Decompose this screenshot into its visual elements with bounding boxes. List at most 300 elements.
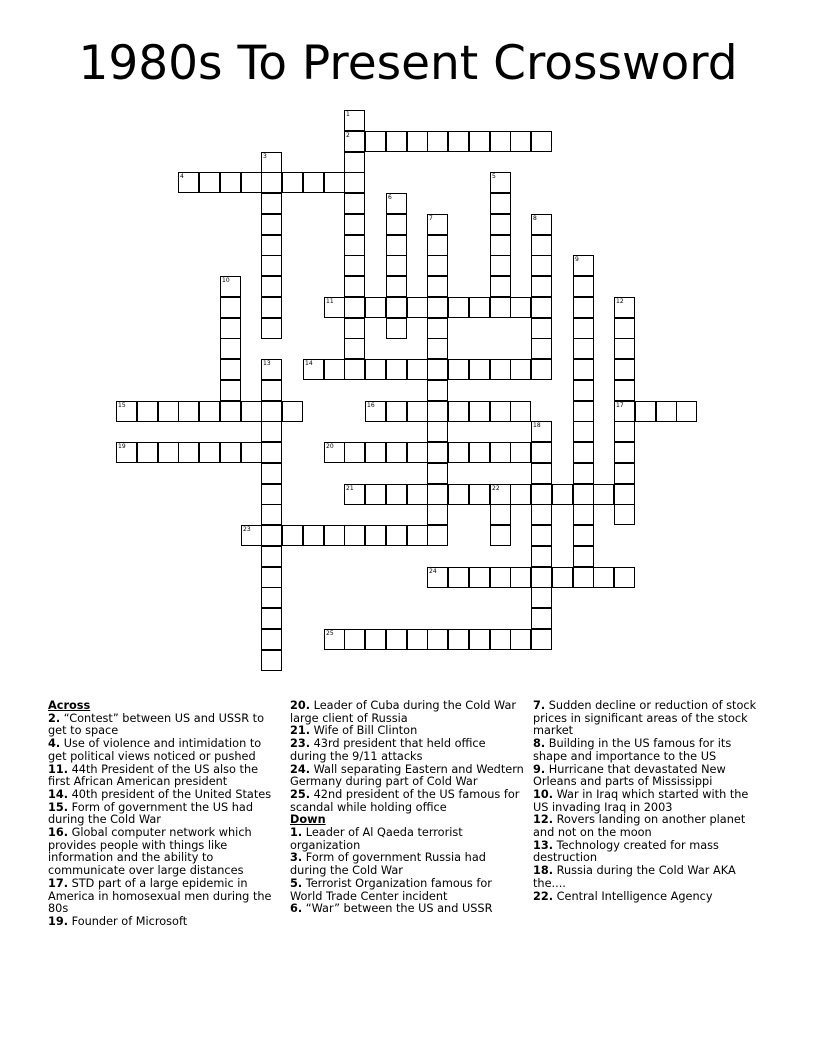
grid-cell[interactable] xyxy=(261,235,282,256)
grid-cell[interactable] xyxy=(261,359,282,380)
grid-cell[interactable] xyxy=(261,297,282,318)
grid-cell[interactable] xyxy=(510,629,531,650)
clue-item xyxy=(533,865,759,890)
grid-cell[interactable] xyxy=(490,629,511,650)
clue-number: 21 xyxy=(346,485,354,492)
grid-cell[interactable] xyxy=(469,629,490,650)
grid-cell[interactable] xyxy=(261,608,282,629)
grid-cell[interactable] xyxy=(531,318,552,339)
grid-cell[interactable] xyxy=(386,525,407,546)
grid-cell[interactable] xyxy=(573,255,594,276)
clue-text: War in Iraq which started with the US invading Iraq in 2003 xyxy=(533,787,749,814)
grid-cell[interactable] xyxy=(116,401,137,422)
clues-column-3 xyxy=(533,700,759,903)
grid-cell[interactable] xyxy=(427,484,448,505)
grid-cell[interactable] xyxy=(261,546,282,567)
grid-cell[interactable] xyxy=(261,401,282,422)
grid-cell[interactable] xyxy=(199,401,220,422)
grid-cell[interactable] xyxy=(324,172,345,193)
grid-cell[interactable] xyxy=(573,484,594,505)
grid-cell[interactable] xyxy=(614,318,635,339)
grid-cell[interactable] xyxy=(531,525,552,546)
grid-cell[interactable] xyxy=(261,650,282,671)
grid-cell[interactable] xyxy=(573,567,594,588)
grid-cell[interactable] xyxy=(386,629,407,650)
grid-cell[interactable] xyxy=(220,359,241,380)
grid-cell[interactable] xyxy=(573,525,594,546)
grid-cell[interactable] xyxy=(490,567,511,588)
grid-cell[interactable] xyxy=(178,401,199,422)
grid-cell[interactable] xyxy=(407,525,428,546)
clue-number-label: 24. xyxy=(290,762,311,776)
grid-cell[interactable] xyxy=(427,525,448,546)
grid-cell[interactable] xyxy=(220,380,241,401)
grid-cell[interactable] xyxy=(324,359,345,380)
grid-cell[interactable] xyxy=(344,629,365,650)
grid-cell[interactable] xyxy=(531,338,552,359)
grid-cell[interactable] xyxy=(573,338,594,359)
clue-text: 40th president of the United States xyxy=(68,787,272,801)
clue-item xyxy=(290,903,524,916)
grid-cell[interactable] xyxy=(344,297,365,318)
clue-number: 2 xyxy=(346,132,350,139)
grid-cell[interactable] xyxy=(510,567,531,588)
clue-number-label: 11. xyxy=(48,762,69,776)
grid-cell[interactable] xyxy=(531,608,552,629)
clue-number: 23 xyxy=(243,526,251,533)
clue-item xyxy=(290,827,524,852)
grid-cell[interactable] xyxy=(324,525,345,546)
clue-number: 13 xyxy=(263,360,271,367)
clue-text: Form of government Russia had during the Cold War xyxy=(290,851,486,878)
grid-cell[interactable] xyxy=(427,276,448,297)
clue-number: 20 xyxy=(326,443,334,450)
grid-cell[interactable] xyxy=(261,525,282,546)
clues-column-1 xyxy=(48,700,276,929)
clue-number-label: 6. xyxy=(290,902,303,916)
grid-cell[interactable] xyxy=(261,193,282,214)
grid-cell[interactable] xyxy=(490,297,511,318)
grid-cell[interactable] xyxy=(427,401,448,422)
grid-cell[interactable] xyxy=(573,504,594,525)
grid-cell[interactable] xyxy=(448,359,469,380)
grid-cell[interactable] xyxy=(573,276,594,297)
clue-number-label: 3. xyxy=(290,851,303,865)
clue-item xyxy=(48,827,276,878)
clue-number-label: 14. xyxy=(48,787,69,801)
grid-cell[interactable] xyxy=(344,276,365,297)
clue-number: 7 xyxy=(429,215,433,222)
grid-cell[interactable] xyxy=(386,131,407,152)
grid-cell[interactable] xyxy=(490,442,511,463)
grid-cell[interactable] xyxy=(614,380,635,401)
grid-cell[interactable] xyxy=(614,338,635,359)
grid-cell[interactable] xyxy=(365,484,386,505)
grid-cell[interactable] xyxy=(427,442,448,463)
grid-cell[interactable] xyxy=(427,131,448,152)
grid-cell[interactable] xyxy=(427,297,448,318)
grid-cell[interactable] xyxy=(344,172,365,193)
grid-cell[interactable] xyxy=(303,172,324,193)
across-header: Across xyxy=(48,699,91,712)
grid-cell[interactable] xyxy=(573,318,594,339)
grid-cell[interactable] xyxy=(427,421,448,442)
clue-number-label: 15. xyxy=(48,800,69,814)
clue-item xyxy=(290,852,524,877)
clue-text: Russia during the Cold War AKA the.... xyxy=(533,864,736,890)
clue-text: Form of government the US had during the Cold War xyxy=(48,800,254,827)
grid-cell[interactable] xyxy=(573,442,594,463)
grid-cell[interactable] xyxy=(344,152,365,173)
grid-cell[interactable] xyxy=(448,401,469,422)
clue-number: 12 xyxy=(616,298,624,305)
grid-cell[interactable] xyxy=(510,442,531,463)
clue-number-label: 9. xyxy=(533,762,546,776)
grid-cell[interactable] xyxy=(407,629,428,650)
grid-cell[interactable] xyxy=(407,131,428,152)
clue-number: 19 xyxy=(118,443,126,450)
grid-cell[interactable] xyxy=(241,442,262,463)
grid-cell[interactable] xyxy=(510,297,531,318)
grid-cell[interactable] xyxy=(344,214,365,235)
grid-cell[interactable] xyxy=(573,359,594,380)
grid-cell[interactable] xyxy=(220,276,241,297)
grid-cell[interactable] xyxy=(573,380,594,401)
grid-cell[interactable] xyxy=(344,318,365,339)
grid-cell[interactable] xyxy=(531,463,552,484)
clue-text: 44th President of the US also the first African American president xyxy=(48,762,259,789)
grid-cell[interactable] xyxy=(427,235,448,256)
grid-cell[interactable] xyxy=(116,442,137,463)
grid-cell[interactable] xyxy=(178,442,199,463)
clue-number-label: 5. xyxy=(290,876,303,890)
grid-cell[interactable] xyxy=(386,276,407,297)
grid-cell[interactable] xyxy=(261,484,282,505)
grid-cell[interactable] xyxy=(490,276,511,297)
grid-cell[interactable] xyxy=(407,442,428,463)
grid-cell[interactable] xyxy=(614,463,635,484)
grid-cell[interactable] xyxy=(137,442,158,463)
grid-cell[interactable] xyxy=(365,401,386,422)
grid-cell[interactable] xyxy=(386,484,407,505)
grid-cell[interactable] xyxy=(324,297,345,318)
grid-cell[interactable] xyxy=(365,442,386,463)
grid-cell[interactable] xyxy=(573,401,594,422)
clue-text: Hurricane that devastated New Orleans and parts of Mississippi xyxy=(533,762,726,789)
clue-number-label: 18. xyxy=(533,864,554,878)
clue-item xyxy=(533,891,759,904)
clue-text: Building in the US famous for its shape and importance to the US xyxy=(533,737,732,763)
grid-cell[interactable] xyxy=(261,255,282,276)
grid-cell[interactable] xyxy=(261,276,282,297)
grid-cell[interactable] xyxy=(220,318,241,339)
grid-cell[interactable] xyxy=(448,297,469,318)
grid-cell[interactable] xyxy=(220,401,241,422)
grid-cell[interactable] xyxy=(407,484,428,505)
grid-cell[interactable] xyxy=(531,359,552,380)
clue-text: STD part of a large epidemic in America in homosexual men during the 80s xyxy=(48,876,272,916)
clue-text: Rovers landing on another planet and not on the moon xyxy=(533,813,746,840)
grid-cell[interactable] xyxy=(199,442,220,463)
grid-cell[interactable] xyxy=(552,484,573,505)
grid-cell[interactable] xyxy=(261,318,282,339)
grid-cell[interactable] xyxy=(241,525,262,546)
grid-cell[interactable] xyxy=(386,297,407,318)
grid-cell[interactable] xyxy=(220,338,241,359)
clue-number-label: 25. xyxy=(290,787,311,801)
grid-cell[interactable] xyxy=(344,525,365,546)
clue-item xyxy=(290,700,524,725)
grid-cell[interactable] xyxy=(490,255,511,276)
clue-number: 8 xyxy=(533,215,537,222)
grid-cell[interactable] xyxy=(469,567,490,588)
grid-cell[interactable] xyxy=(303,359,324,380)
grid-cell[interactable] xyxy=(241,172,262,193)
grid-cell[interactable] xyxy=(656,401,677,422)
grid-cell[interactable] xyxy=(510,401,531,422)
grid-cell[interactable] xyxy=(178,172,199,193)
grid-cell[interactable] xyxy=(510,131,531,152)
grid-cell[interactable] xyxy=(386,318,407,339)
grid-cell[interactable] xyxy=(531,131,552,152)
grid-cell[interactable] xyxy=(365,297,386,318)
grid-cell[interactable] xyxy=(552,567,573,588)
clue-number: 6 xyxy=(388,194,392,201)
grid-cell[interactable] xyxy=(490,401,511,422)
clue-number: 15 xyxy=(118,402,126,409)
grid-cell[interactable] xyxy=(241,401,262,422)
grid-cell[interactable] xyxy=(261,504,282,525)
grid-cell[interactable] xyxy=(386,235,407,256)
grid-cell[interactable] xyxy=(531,546,552,567)
grid-cell[interactable] xyxy=(261,380,282,401)
grid-cell[interactable] xyxy=(344,255,365,276)
grid-cell[interactable] xyxy=(344,484,365,505)
clue-number-label: 13. xyxy=(533,838,554,852)
grid-cell[interactable] xyxy=(199,172,220,193)
grid-cell[interactable] xyxy=(469,297,490,318)
grid-cell[interactable] xyxy=(531,235,552,256)
grid-cell[interactable] xyxy=(469,359,490,380)
grid-cell[interactable] xyxy=(261,421,282,442)
grid-cell[interactable] xyxy=(344,338,365,359)
clue-text: 43rd president that held office during the 9/11 attacks xyxy=(290,737,486,763)
grid-cell[interactable] xyxy=(220,442,241,463)
grid-cell[interactable] xyxy=(573,297,594,318)
grid-cell[interactable] xyxy=(407,297,428,318)
clue-number: 14 xyxy=(305,360,313,367)
clue-number-label: 23. xyxy=(290,737,311,751)
grid-cell[interactable] xyxy=(427,504,448,525)
grid-cell[interactable] xyxy=(490,235,511,256)
clue-text: Terrorist Organization famous for World Trade Center incident xyxy=(290,876,492,903)
grid-cell[interactable] xyxy=(490,214,511,235)
clue-text: Global computer network which provides people with things like information and the ability to communicate over large distances xyxy=(48,826,252,878)
grid-cell[interactable] xyxy=(531,276,552,297)
grid-cell[interactable] xyxy=(531,587,552,608)
grid-cell[interactable] xyxy=(427,338,448,359)
grid-cell[interactable] xyxy=(386,401,407,422)
clue-number-label: 1. xyxy=(290,826,303,840)
clue-number-label: 7. xyxy=(533,699,546,712)
clue-number-label: 19. xyxy=(48,914,69,928)
grid-cell[interactable] xyxy=(282,172,303,193)
grid-cell[interactable] xyxy=(448,484,469,505)
grid-cell[interactable] xyxy=(427,380,448,401)
grid-cell[interactable] xyxy=(282,401,303,422)
grid-cell[interactable] xyxy=(490,131,511,152)
grid-cell[interactable] xyxy=(469,484,490,505)
grid-cell[interactable] xyxy=(386,442,407,463)
grid-cell[interactable] xyxy=(614,442,635,463)
clue-number: 1 xyxy=(346,111,350,118)
clue-text: Central Intelligence Agency xyxy=(553,889,713,903)
grid-cell[interactable] xyxy=(137,401,158,422)
clue-number: 18 xyxy=(533,422,541,429)
clue-text: Wall separating Eastern and Wedtern Germany during part of Cold War xyxy=(290,762,524,789)
grid-cell[interactable] xyxy=(158,442,179,463)
clue-number: 10 xyxy=(222,277,230,284)
grid-cell[interactable] xyxy=(469,401,490,422)
grid-cell[interactable] xyxy=(344,110,365,131)
grid-cell[interactable] xyxy=(261,567,282,588)
grid-cell[interactable] xyxy=(490,193,511,214)
clue-item xyxy=(48,916,276,929)
grid-cell[interactable] xyxy=(261,152,282,173)
grid-cell[interactable] xyxy=(593,484,614,505)
grid-cell[interactable] xyxy=(427,318,448,339)
grid-cell[interactable] xyxy=(510,484,531,505)
clue-text: “Contest” between US and USSR to get to space xyxy=(48,711,265,738)
grid-cell[interactable] xyxy=(531,214,552,235)
grid-cell[interactable] xyxy=(614,401,635,422)
grid-cell[interactable] xyxy=(614,504,635,525)
grid-cell[interactable] xyxy=(531,297,552,318)
grid-cell[interactable] xyxy=(676,401,697,422)
grid-cell[interactable] xyxy=(261,587,282,608)
grid-cell[interactable] xyxy=(303,525,324,546)
grid-cell[interactable] xyxy=(386,214,407,235)
grid-cell[interactable] xyxy=(261,442,282,463)
clue-number-label: 10. xyxy=(533,787,554,801)
grid-cell[interactable] xyxy=(427,629,448,650)
grid-cell[interactable] xyxy=(531,442,552,463)
grid-cell[interactable] xyxy=(427,463,448,484)
down-clue-list-continued xyxy=(533,700,759,903)
grid-cell[interactable] xyxy=(469,442,490,463)
grid-cell[interactable] xyxy=(344,359,365,380)
clue-number-label: 4. xyxy=(48,737,61,751)
grid-cell[interactable] xyxy=(614,359,635,380)
grid-cell[interactable] xyxy=(469,131,490,152)
grid-cell[interactable] xyxy=(427,359,448,380)
grid-cell[interactable] xyxy=(531,567,552,588)
grid-cell[interactable] xyxy=(282,525,303,546)
grid-cell[interactable] xyxy=(344,235,365,256)
grid-cell[interactable] xyxy=(614,484,635,505)
clue-number-label: 20. xyxy=(290,699,311,712)
clue-number: 9 xyxy=(575,256,579,263)
grid-cell[interactable] xyxy=(448,567,469,588)
grid-cell[interactable] xyxy=(531,421,552,442)
clue-item xyxy=(48,764,276,789)
grid-cell[interactable] xyxy=(386,359,407,380)
grid-cell[interactable] xyxy=(427,214,448,235)
grid-cell[interactable] xyxy=(635,401,656,422)
grid-cell[interactable] xyxy=(365,629,386,650)
grid-cell[interactable] xyxy=(490,484,511,505)
grid-cell[interactable] xyxy=(365,525,386,546)
down-clue-list xyxy=(290,827,524,916)
grid-cell[interactable] xyxy=(261,629,282,650)
grid-cell[interactable] xyxy=(365,359,386,380)
grid-cell[interactable] xyxy=(261,214,282,235)
grid-cell[interactable] xyxy=(531,255,552,276)
grid-cell[interactable] xyxy=(614,421,635,442)
clue-item xyxy=(290,738,524,763)
grid-cell[interactable] xyxy=(365,131,386,152)
clue-text: Leader of Al Qaeda terrorist organization xyxy=(290,826,463,852)
grid-cell[interactable] xyxy=(510,359,531,380)
grid-cell[interactable] xyxy=(344,131,365,152)
grid-cell[interactable] xyxy=(407,401,428,422)
clue-number: 25 xyxy=(326,630,334,637)
grid-cell[interactable] xyxy=(490,504,511,525)
grid-cell[interactable] xyxy=(573,546,594,567)
grid-cell[interactable] xyxy=(614,297,635,318)
grid-cell[interactable] xyxy=(448,131,469,152)
clue-item xyxy=(48,738,276,763)
grid-cell[interactable] xyxy=(220,172,241,193)
grid-cell[interactable] xyxy=(344,193,365,214)
grid-cell[interactable] xyxy=(344,442,365,463)
grid-cell[interactable] xyxy=(261,172,282,193)
grid-cell[interactable] xyxy=(261,463,282,484)
grid-cell[interactable] xyxy=(531,629,552,650)
across-clue-list-continued xyxy=(290,700,524,814)
clue-number: 11 xyxy=(326,298,334,305)
grid-cell[interactable] xyxy=(427,567,448,588)
grid-cell[interactable] xyxy=(573,421,594,442)
grid-cell[interactable] xyxy=(427,255,448,276)
grid-cell[interactable] xyxy=(593,567,614,588)
clue-text: “War” between the US and USSR xyxy=(302,902,493,916)
grid-cell[interactable] xyxy=(448,442,469,463)
grid-cell[interactable] xyxy=(531,504,552,525)
grid-cell[interactable] xyxy=(386,255,407,276)
grid-cell[interactable] xyxy=(490,172,511,193)
grid-cell[interactable] xyxy=(573,463,594,484)
grid-cell[interactable] xyxy=(531,484,552,505)
grid-cell[interactable] xyxy=(490,359,511,380)
clue-number: 22 xyxy=(492,485,500,492)
grid-cell[interactable] xyxy=(324,442,345,463)
grid-cell[interactable] xyxy=(490,525,511,546)
grid-cell[interactable] xyxy=(448,629,469,650)
clue-number-label: 22. xyxy=(533,889,554,903)
grid-cell[interactable] xyxy=(158,401,179,422)
grid-cell[interactable] xyxy=(220,297,241,318)
clue-text: Technology created for mass destruction xyxy=(533,838,719,865)
clue-item xyxy=(533,840,759,865)
clue-item xyxy=(48,878,276,916)
grid-cell[interactable] xyxy=(614,567,635,588)
clue-item xyxy=(290,789,524,814)
grid-cell[interactable] xyxy=(407,359,428,380)
grid-cell[interactable] xyxy=(386,193,407,214)
grid-cell[interactable] xyxy=(324,629,345,650)
clue-text: Use of violence and intimidation to get political views noticed or pushed xyxy=(48,737,262,763)
